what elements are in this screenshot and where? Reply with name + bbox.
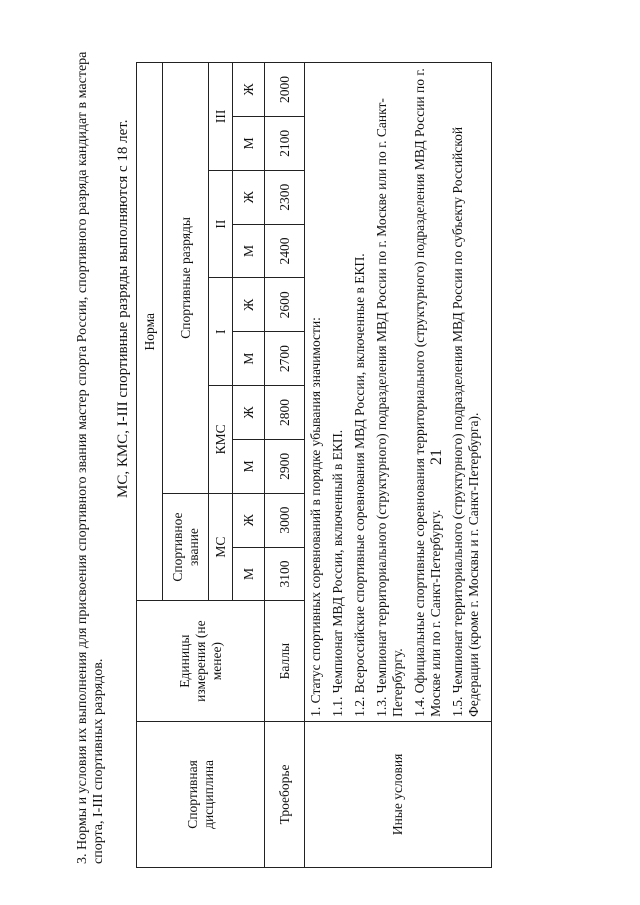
age-requirement: МС, КМС, I-III спортивные разряды выполняются с 18 лет. [115, 119, 131, 498]
header-men: М [233, 332, 265, 386]
table-header-row [137, 63, 163, 868]
header-rank-1: I [209, 278, 233, 386]
header-rank-3: III [209, 63, 233, 171]
header-discipline: Спортивная дисциплина [137, 721, 265, 867]
header-men: М [233, 439, 265, 493]
condition-item: 1. Статус спортивных соревнований в порядке убывания значимости: [308, 317, 323, 717]
header-men: М [233, 547, 265, 601]
header-kms: КМС [209, 386, 233, 494]
condition-item: 1.5. Чемпионат территориального (структурного) подразделения МВД России по субъекту Российской Федерации (кроме г. Москвы и г. Санкт-Петербурга). [450, 126, 481, 717]
table-row [305, 63, 492, 868]
value-cell: 2600 [265, 278, 305, 332]
header-norm: Норма [137, 63, 163, 601]
other-conditions-label: Иные условия [305, 721, 492, 867]
header-men: М [233, 116, 265, 170]
value-cell: 2800 [265, 386, 305, 440]
value-cell: 2100 [265, 116, 305, 170]
condition-item: 1.3. Чемпионат территориального (структурного) подразделения МВД России по г. Москве или по г. Санкт-Петербургу. [374, 98, 405, 717]
header-women: Ж [233, 386, 265, 440]
value-cell: 2400 [265, 224, 305, 278]
norms-table [136, 62, 492, 868]
header-men: М [233, 224, 265, 278]
header-sport-title: Спортивное звание [163, 493, 209, 601]
conditions-cell [305, 63, 492, 722]
value-cell: 2900 [265, 439, 305, 493]
condition-item: 1.4. Официальные спортивные соревнования территориального (структурного) подразделения МВД России по г. Москве или по г. Санкт-Петербургу. [412, 68, 443, 717]
value-cell: 3000 [265, 493, 305, 547]
discipline-cell: Троеборье [265, 721, 305, 867]
value-cell: 2000 [265, 63, 305, 117]
header-women: Ж [233, 170, 265, 224]
header-women: Ж [233, 493, 265, 547]
header-ms: МС [209, 493, 233, 601]
condition-item: 1.1. Чемпионат МВД России, включенный в ЕКП. [330, 429, 345, 717]
header-rank-2: II [209, 170, 233, 278]
table-row [265, 63, 305, 868]
condition-item: 1.2. Всероссийские спортивные соревнования МВД России, включенные в ЕКП. [352, 253, 367, 717]
value-cell: 2700 [265, 332, 305, 386]
value-cell: 2300 [265, 170, 305, 224]
page-number: 21 [428, 449, 445, 465]
units-cell: Баллы [265, 601, 305, 721]
header-women: Ж [233, 63, 265, 117]
header-sport-ranks: Спортивные разряды [163, 63, 209, 494]
header-units: Единицы измерения (не менее) [137, 601, 265, 721]
section-heading: 3. Нормы и условия их выполнения для присвоения спортивного звания мастер спорта России, спортивного разряда кандидат в мастера спорта, I-III спортивных разрядов. [75, 51, 106, 864]
value-cell: 3100 [265, 547, 305, 601]
header-women: Ж [233, 278, 265, 332]
